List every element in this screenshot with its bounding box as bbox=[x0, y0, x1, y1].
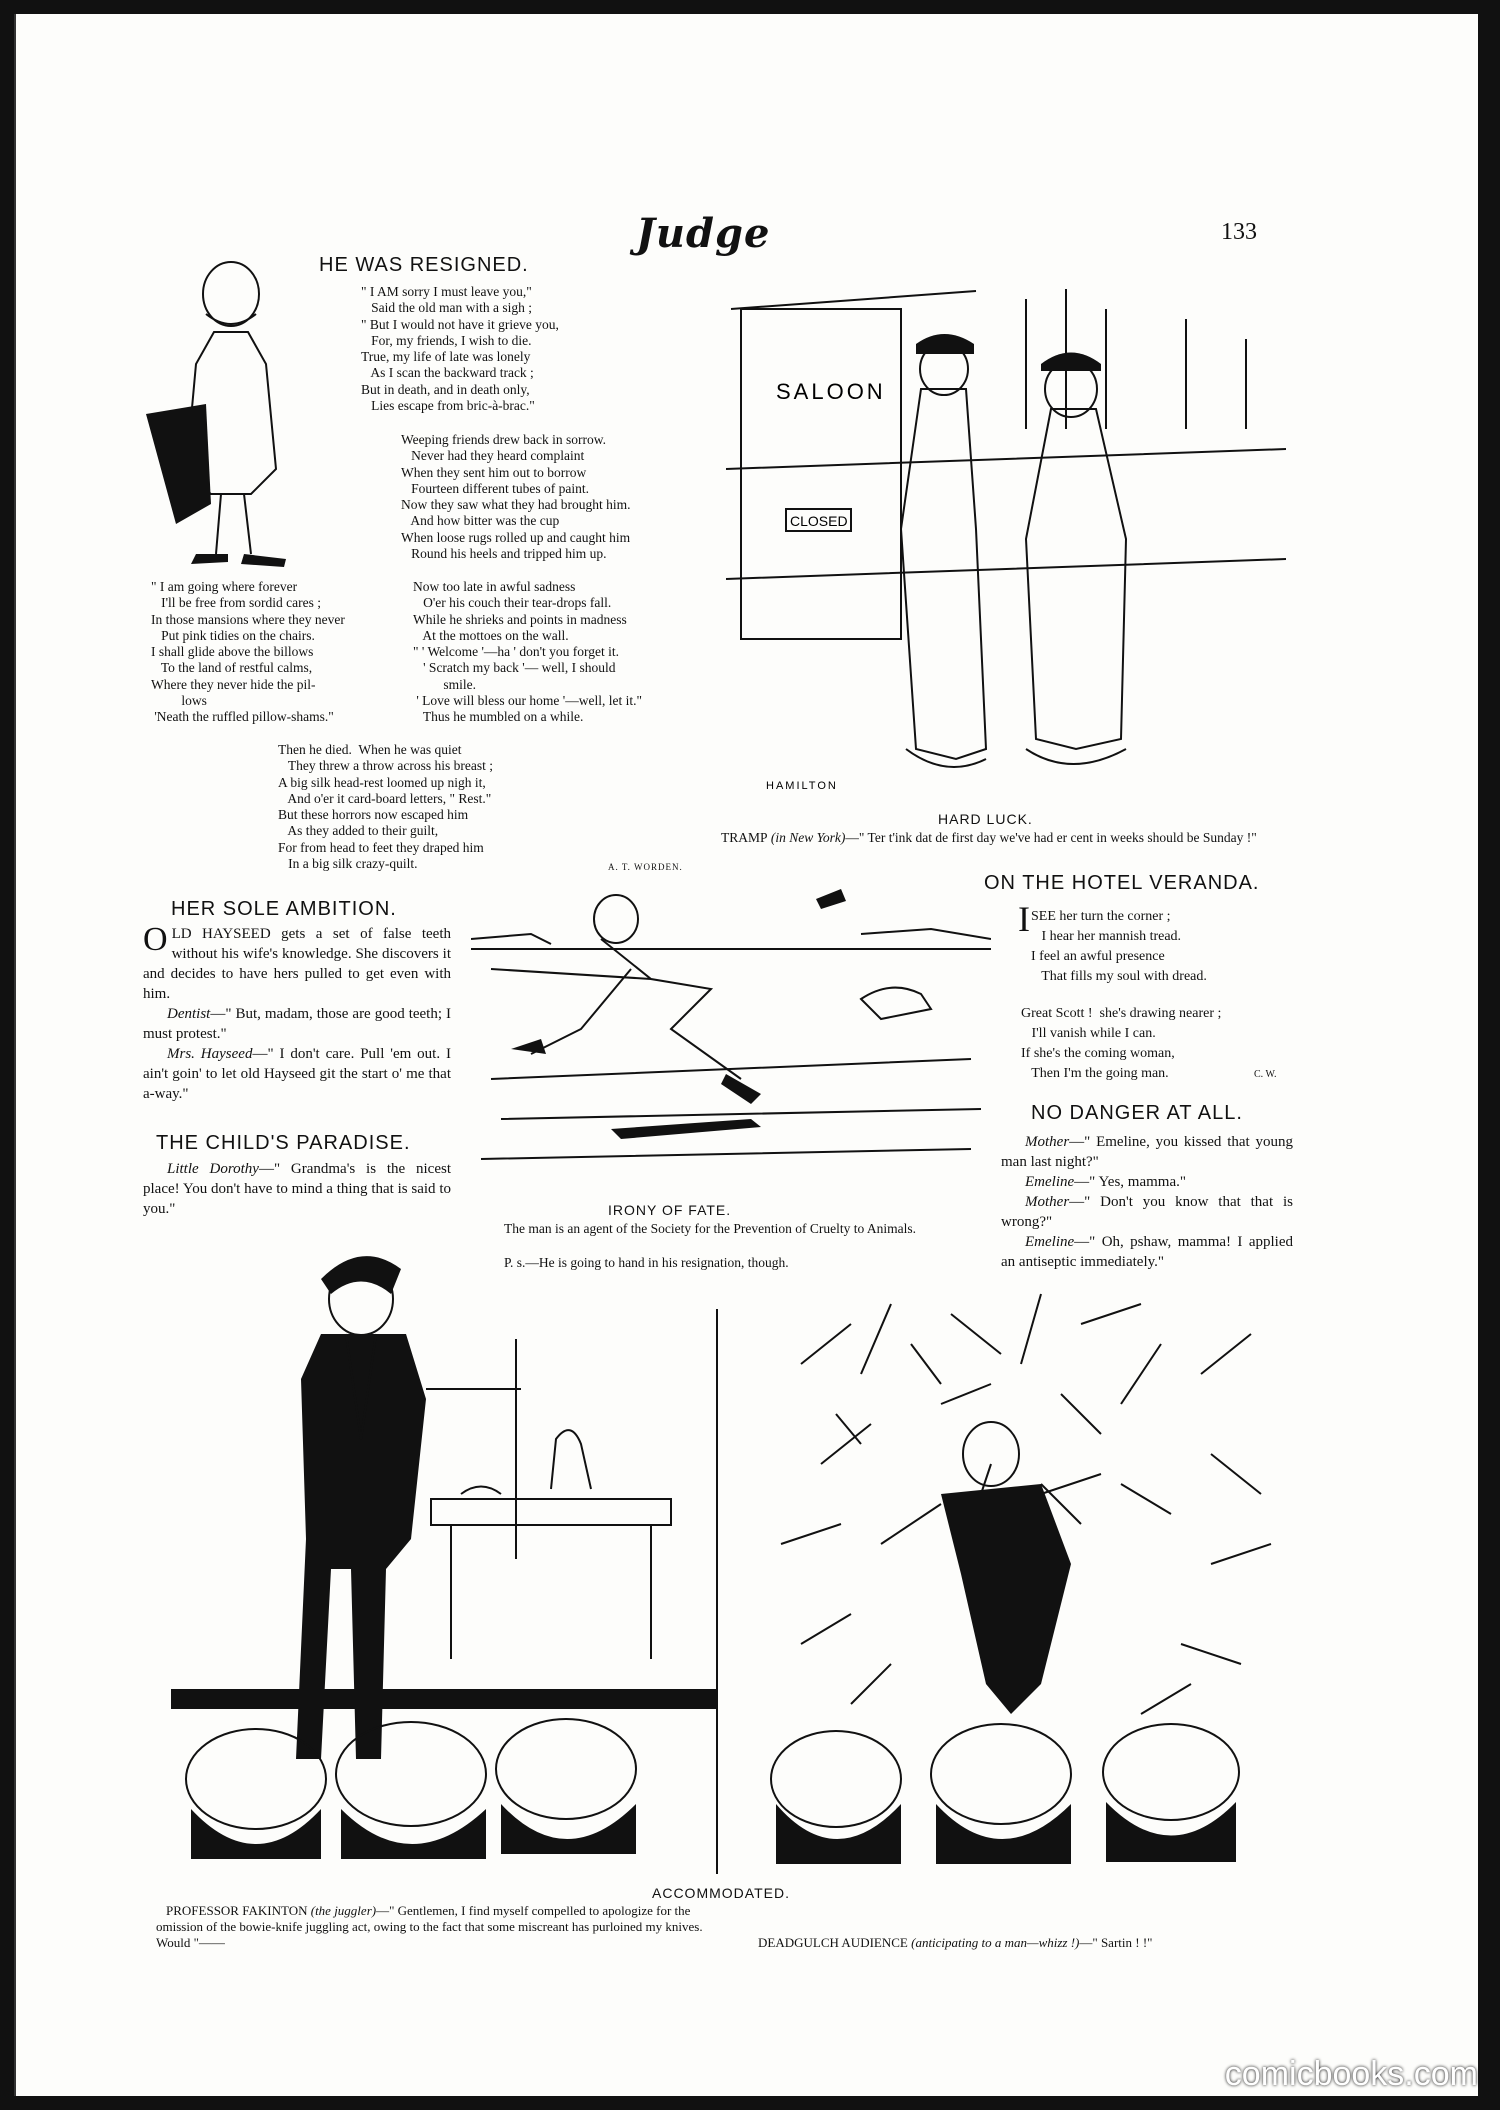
watermark: comicbooks.com bbox=[1224, 2055, 1478, 2093]
page-number: 133 bbox=[1221, 219, 1257, 245]
juggler-illustration bbox=[171, 1239, 716, 1879]
hard-luck-title: HARD LUCK. bbox=[938, 811, 1033, 827]
masthead: Judge bbox=[636, 210, 771, 257]
resigned-title: HE WAS RESIGNED. bbox=[319, 254, 529, 276]
resigned-stanza-5: Then he died. When he was quiet They threw a throw across his breast ; A big silk head-rest loomed up nigh it, And o'er it card-board letters, " Rest." But these horrors now escaped him As they added to their guilt, For from head to feet they draped him In a big silk crazy-quilt. bbox=[278, 742, 493, 872]
panel-divider bbox=[716, 1309, 718, 1874]
veranda-stanza-1: SEE her turn the corner ; I hear her mannish tread. I feel an awful presence That fills my soul with dread. bbox=[1031, 909, 1207, 984]
resigned-stanza-4: Now too late in awful sadness O'er his couch their tear-drops fall. While he shrieks and points in madness At the mottoes on the wall. " ' Welcome '—ha ' don't you forget it. ' Scratch my back '— well, I should smile. ' Love will bless our home '—well, let it." Thus he mumbled on a while. bbox=[413, 579, 642, 725]
resigned-stanza-1: " I AM sorry I must leave you," Said the old man with a sigh ; " But I would not have it grieve you, For, my friends, I wish to die. True, my life of late was lonely As I scan the backward track ; But in death, and in death only, Lies escape from bric-à-brac." bbox=[361, 284, 559, 414]
no-danger-title: NO DANGER AT ALL. bbox=[1031, 1102, 1243, 1124]
hard-luck-caption: TRAMP (in New York)—" Ter t'ink dat de first day we've had er cent in weeks should be Sunday !" bbox=[721, 830, 1257, 845]
veranda-dropcap: I bbox=[1018, 899, 1030, 939]
accommodated-title: ACCOMMODATED. bbox=[652, 1885, 790, 1901]
childs-paradise-title: THE CHILD'S PARADISE. bbox=[156, 1132, 411, 1154]
hard-luck-illustration bbox=[726, 279, 1286, 804]
irony-title: IRONY OF FATE. bbox=[608, 1202, 732, 1218]
irony-caption-1: The man is an agent of the Society for the Prevention of Cruelty to Animals. bbox=[504, 1221, 917, 1236]
resigned-author: A. T. WORDEN. bbox=[608, 862, 683, 872]
knives-illustration bbox=[741, 1284, 1301, 1884]
resigned-stanza-3: " I am going where forever I'll be free from sordid cares ; In those mansions where they never Put pink tidies on the chairs. I shall glide above the billows To the land of restful calms, Where they never hide the pil- lows 'Neath the ruffled pillow-shams." bbox=[151, 579, 345, 725]
saloon-sign: SALOON bbox=[776, 379, 886, 404]
accommodated-left-caption: PROFESSOR FAKINTON (the juggler)—" Gentlemen, I find myself compelled to apologize for the omission of the bowie-knife juggling act, owing to the fact that some miscreant has purloined my knives. Would "—— bbox=[156, 1903, 703, 1950]
resigned-stanza-2: Weeping friends drew back in sorrow. Never had they heard complaint When they sent him out to borrow Fourteen different tubes of paint. Now they saw what they had brought him. And how bitter was the cup When loose rugs rolled up and caught him Round his heels and tripped him up. bbox=[401, 432, 631, 562]
closed-sign: CLOSED bbox=[790, 513, 848, 529]
no-danger-text: Mother—" Emeline, you kissed that young man last night?" Emeline—" Yes, mamma." Mother—" Don't you know that that is wrong?" Emeline—" Oh, pshaw, mamma! I applied an antiseptic immediately." bbox=[1001, 1134, 1293, 1270]
accommodated-right-caption: DEADGULCH AUDIENCE (anticipating to a man—whizz !)—" Sartin ! !" bbox=[758, 1935, 1153, 1950]
sole-ambition-title: HER SOLE AMBITION. bbox=[171, 898, 397, 920]
veranda-title: ON THE HOTEL VERANDA. bbox=[984, 872, 1260, 894]
childs-paradise-text: Little Dorothy—" Grandma's is the nicest place! You don't have to mind a thing that is said to you." bbox=[143, 1161, 452, 1217]
artist-signature: HAMILTON bbox=[766, 780, 838, 792]
dropcap: O bbox=[143, 921, 168, 958]
magazine-page bbox=[14, 14, 1478, 2096]
old-man-illustration bbox=[136, 254, 316, 584]
irony-of-fate-illustration bbox=[471, 879, 991, 1199]
irony-caption-2: P. s.—He is going to hand in his resignation, though. bbox=[504, 1255, 789, 1270]
veranda-stanza-2: Great Scott ! she's drawing nearer ; I'll vanish while I can. If she's the coming woman, Then I'm the going man. bbox=[1021, 1006, 1222, 1081]
veranda-signature: C. W. bbox=[1254, 1069, 1277, 1080]
sole-ambition-text: OLD HAYSEED gets a set of false teeth without his wife's knowledge. She discovers it and decides to have hers pulled to get even with him. Dentist—" But, madam, those are good teeth; I must protest." Mrs. Hayseed—" I don't care. Pull 'em out. I ain't goin' to let old Hayseed git the start o' me that a-way." bbox=[143, 921, 451, 1102]
